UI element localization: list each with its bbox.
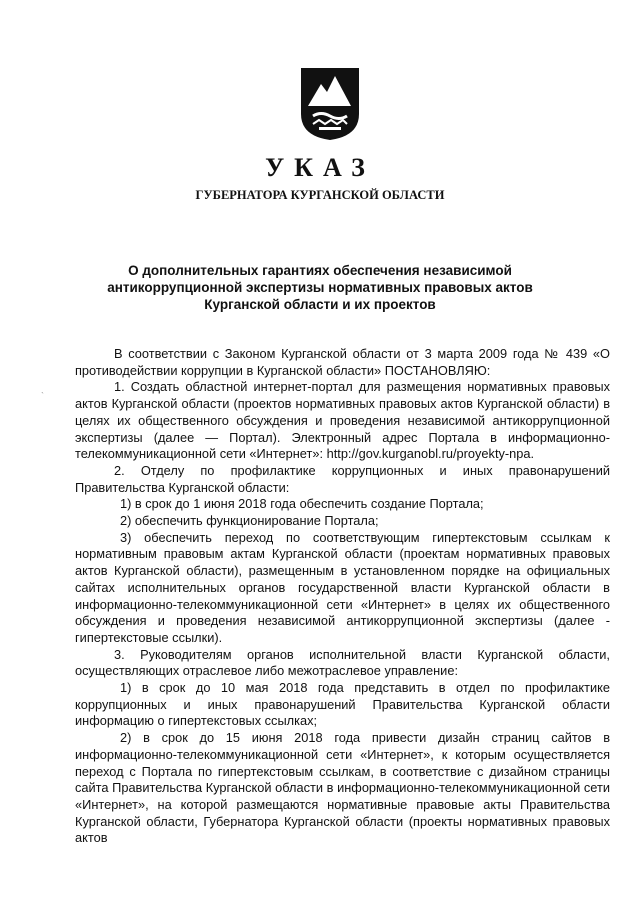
document-heading	[60, 262, 580, 313]
heading-line: Курганской области и их проектов	[204, 297, 436, 312]
coat-of-arms-emblem	[299, 66, 361, 142]
paragraph-2: 2. Отделу по профилактике коррупционных и иных правонарушений Правительства Курганской области:	[75, 462, 610, 495]
paragraph-preamble: В соответствии с Законом Курганской области от 3 марта 2009 года № 439 «О противодействии коррупции в Курганской области» ПОСТАНОВЛЯЮ:	[75, 346, 610, 378]
paragraph-3-item-2: 2) в срок до 15 июня 2018 года привести дизайн страниц сайтов в информационно-телекоммуникационной сети «Интернет», к которым осуществляется переход с Портала по гипертекстовым ссылкам, в соответствие с дизайном страницы сайта Правительства Курганской области в информационно-телекоммуникационной сети «Интернет», на которой размещаются нормативные правовые акты Правительства Курганской области, Губернатора Курганской области (проекты нормативных правовых актов	[75, 730, 610, 846]
paragraph-2-item-2: 2) обеспечить функционирование Портала;	[120, 513, 379, 529]
margin-mark: `	[41, 391, 44, 401]
paragraph-2-item-3: 3) обеспечить переход по соответствующим гипертекстовым ссылкам к нормативным правовым актам Курганской области (проектам нормативных правовых актов Курганской области), размещенным в установленном порядке на официальных сайтах исполнительных органов государственной власти Курганской области в информационно-телекоммуникационной сети «Интернет» в целях их общественного обсуждения и проведения независимой антикоррупционной экспертизы (далее - гипертекстовые ссылки).	[75, 529, 610, 645]
document-title: УКАЗ	[265, 153, 375, 182]
paragraph-1: 1. Создать областной интернет-портал для размещения нормативных правовых актов Курганской области (проектов нормативных правовых актов Курганской области) в целях их общественного обсуждения и проведения независимой антикоррупционной экспертизы (далее — Портал). Электронный адрес Портала в информационно-телекоммуникационной сети «Интернет»: http://gov.kurganobl.ru/proyekty-npa.	[75, 379, 610, 462]
paragraph-3-item-1: 1) в срок до 10 мая 2018 года представить в отдел по профилактике коррупционных и иных правонарушений Правительства Курганской области информацию о гипертекстовых ссылках;	[75, 680, 610, 729]
document-body	[75, 346, 610, 847]
heading-line: О дополнительных гарантиях обеспечения независимой	[128, 263, 512, 278]
paragraph-2-item-1: 1) в срок до 1 июня 2018 года обеспечить создание Портала;	[120, 496, 484, 512]
paragraph-3: 3. Руководителям органов исполнительной власти Курганской области, осуществляющих отраслевое либо межотраслевое управление:	[75, 646, 610, 679]
document-subtitle: ГУБЕРНАТОРА КУРГАНСКОЙ ОБЛАСТИ	[195, 188, 445, 202]
heading-line: антикоррупционной экспертизы нормативных правовых актов	[107, 280, 533, 295]
